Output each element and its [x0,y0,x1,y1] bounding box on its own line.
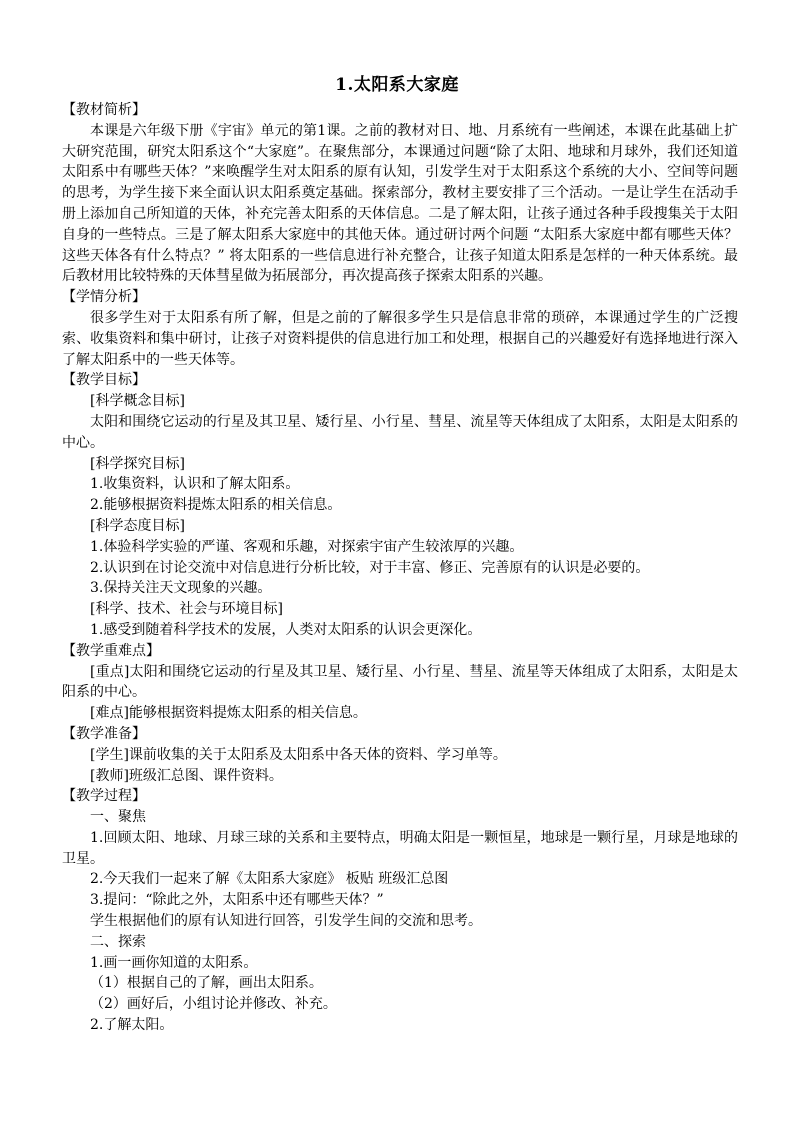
paragraph: [科学探究目标] [90,455,185,472]
paragraph: [科学概念目标] [90,393,185,410]
paragraph: [科学、技术、社会与环境目标] [90,601,283,618]
paragraph: [教师]班级汇总图、课件资料。 [90,767,283,784]
paragraph: 2.了解太阳。 [90,1017,174,1034]
paragraph: （1）根据自己的了解，画出太阳系。 [90,975,323,992]
paragraph: 1.感受到随着科学技术的发展，人类对太阳系的认识会更深化。 [90,621,482,638]
section-heading: 【教学准备】 [62,725,146,742]
paragraph: 2.能够根据资料提炼太阳系的相关信息。 [90,497,342,514]
section-heading: 【教学目标】 [62,372,146,389]
paragraph: 1.收集资料，认识和了解太阳系。 [90,476,300,493]
paragraph: 二、探索 [90,933,146,950]
paragraph: [难点]能够根据资料提炼太阳系的相关信息。 [90,705,367,722]
paragraph: 太阳和围绕它运动的行星及其卫星、矮行星、小行星、彗星、流星等天体组成了太阳系，太阳是太阳系的中心。 [62,413,738,451]
section-heading: 【教材简析】 [62,102,146,118]
paragraph: 3.保持关注天文现象的兴趣。 [90,580,272,597]
paragraph: 2.今天我们一起来了解《太阳系大家庭》 板贴 班级汇总图 [90,871,449,888]
section-heading: 【教学重难点】 [62,642,160,659]
paragraph: [学生]课前收集的关于太阳系及太阳系中各天体的资料、学习单等。 [90,746,507,763]
paragraph: [科学态度目标] [90,517,185,534]
paragraph: 3.提问：“除此之外，太阳系中还有哪些天体？” [90,892,384,909]
paragraph: 1.体验科学实验的严谨、客观和乐趣，对探索宇宙产生较浓厚的兴趣。 [90,538,524,555]
paragraph: 1.回顾太阳、地球、月球三球的关系和主要特点，明确太阳是一颗恒星，地球是一颗行星，月球是地球的卫星。 [62,829,738,867]
paragraph: 本课是六年级下册《宇宙》单元的第1课。之前的教材对日、地、月系统有一些阐述，本课在此基础上扩大研究范围，研究太阳系这个“大家庭”。在聚焦部分，本课通过问题“除了太阳、地球和月球外，我们还知道太阳系中有哪些天体？”来唤醒学生对太阳系的原有认知，引发学生对于太阳系这个系统的大小、空间等问题的思考，为学生接下来全面认识太阳系奠定基础。探索部分，教材主要安排了三个活动。一是让学生在活动手册上添加自己所知道的天体，补充完善太阳系的天体信息。二是了解太阳，让孩子通过各种手段搜集关于太阳自身的一些特点。三是了解太阳系大家庭中的其他天体。通过研讨两个问题 “太阳系大家庭中都有哪些天体？这些天体各有什么特点？” 将太阳系的一些信息进行补充整合，让孩子知道太阳系是怎样的一种天体系统。最后教材用比较特殊的天体彗星做为拓展部分，再次提高孩子探索太阳系的兴趣。 [62,122,738,285]
paragraph: 一、聚焦 [90,809,146,826]
paragraph: （2）画好后，小组讨论并修改、补充。 [90,996,337,1013]
document-title: 1.太阳系大家庭 [335,75,459,95]
document-body [62,100,738,1036]
paragraph: 很多学生对于太阳系有所了解，但是之前的了解很多学生只是信息非常的琐碎，本课通过学生的广泛搜索、收集资料和集中研讨，让孩子对资料提供的信息进行加工和处理，根据自己的兴趣爱好有选择地进行深入了解太阳系中的一些天体等。 [62,309,738,368]
paragraph: 1.画一画你知道的太阳系。 [90,954,258,971]
paragraph: 2.认识到在讨论交流中对信息进行分析比较，对于丰富、修正、完善原有的认识是必要的。 [90,559,650,576]
paragraph: 学生根据他们的原有认知进行回答，引发学生间的交流和思考。 [90,913,482,930]
section-heading: 【教学过程】 [62,788,146,805]
section-heading: 【学情分析】 [62,289,146,306]
paragraph: [重点]太阳和围绕它运动的行星及其卫星、矮行星、小行星、彗星、流星等天体组成了太阳系，太阳是太阳系的中心。 [62,663,738,701]
